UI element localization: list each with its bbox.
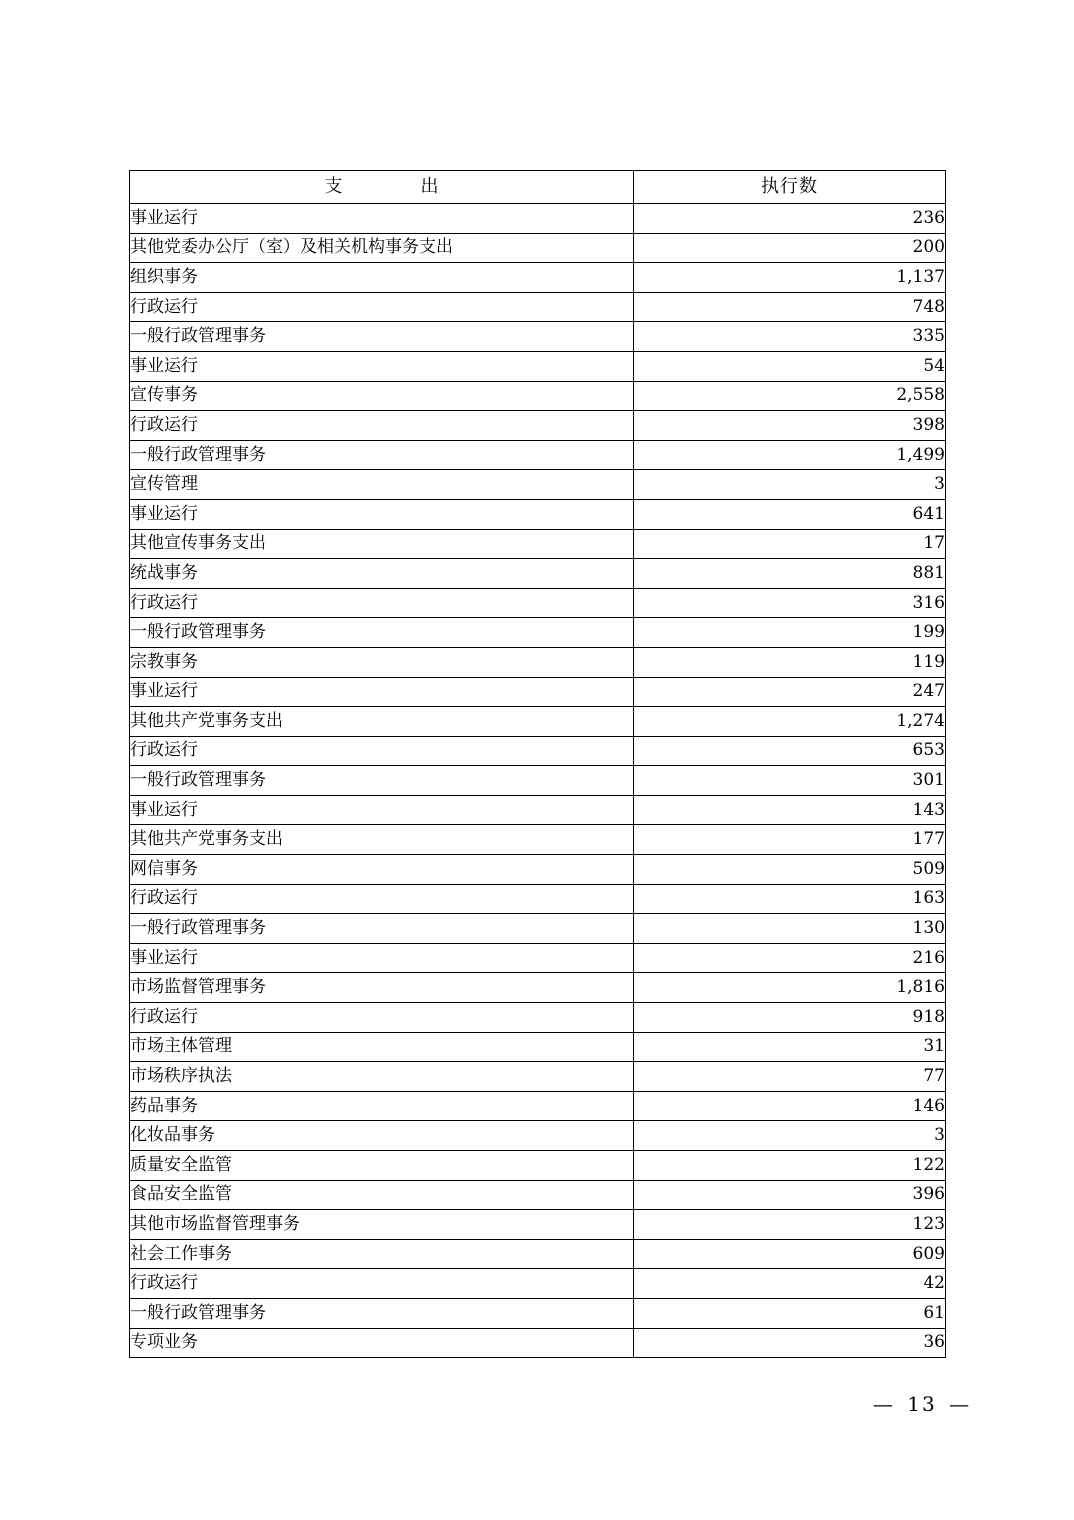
row-label: 事业运行 (130, 795, 634, 825)
row-value: 77 (634, 1062, 946, 1092)
row-value: 199 (634, 618, 946, 648)
row-value: 396 (634, 1180, 946, 1210)
row-label: 事业运行 (130, 499, 634, 529)
row-value: 3 (634, 470, 946, 500)
table-row (130, 1269, 946, 1299)
row-label: 一般行政管理事务 (130, 440, 634, 470)
footer-dash-right: — (949, 1392, 972, 1416)
row-label: 行政运行 (130, 411, 634, 441)
page-footer-inner (873, 1392, 971, 1416)
row-label: 组织事务 (130, 263, 634, 293)
row-label: 宣传事务 (130, 381, 634, 411)
row-label: 市场主体管理 (130, 1032, 634, 1062)
table-row (130, 884, 946, 914)
row-label: 宗教事务 (130, 647, 634, 677)
table-row (130, 1239, 946, 1269)
row-label: 一般行政管理事务 (130, 618, 634, 648)
row-label: 社会工作事务 (130, 1239, 634, 1269)
table-row (130, 499, 946, 529)
row-value: 31 (634, 1032, 946, 1062)
row-label: 行政运行 (130, 736, 634, 766)
table-row (130, 1003, 946, 1033)
row-label: 一般行政管理事务 (130, 1298, 634, 1328)
table-row (130, 1298, 946, 1328)
table-row (130, 943, 946, 973)
table-row (130, 1210, 946, 1240)
row-value: 653 (634, 736, 946, 766)
table-row (130, 1180, 946, 1210)
page-number: 13 (907, 1392, 937, 1416)
row-label: 统战事务 (130, 559, 634, 589)
row-label: 市场监督管理事务 (130, 973, 634, 1003)
row-label: 事业运行 (130, 351, 634, 381)
row-value: 918 (634, 1003, 946, 1033)
table-row (130, 618, 946, 648)
table-row (130, 707, 946, 737)
row-value: 42 (634, 1269, 946, 1299)
row-value: 200 (634, 233, 946, 263)
row-value: 143 (634, 795, 946, 825)
page-footer (0, 1392, 1074, 1416)
row-label: 其他党委办公厅（室）及相关机构事务支出 (130, 233, 634, 263)
row-label: 一般行政管理事务 (130, 914, 634, 944)
row-value: 1,137 (634, 263, 946, 293)
table-header (130, 171, 946, 204)
table-row (130, 1151, 946, 1181)
row-label: 行政运行 (130, 884, 634, 914)
row-label: 其他共产党事务支出 (130, 707, 634, 737)
table-header-row (130, 171, 946, 204)
table-row (130, 381, 946, 411)
row-label: 其他宣传事务支出 (130, 529, 634, 559)
row-label: 化妆品事务 (130, 1121, 634, 1151)
row-value: 1,499 (634, 440, 946, 470)
row-value: 748 (634, 292, 946, 322)
table-row (130, 795, 946, 825)
row-value: 641 (634, 499, 946, 529)
row-value: 247 (634, 677, 946, 707)
table-row (130, 1091, 946, 1121)
row-label: 事业运行 (130, 204, 634, 234)
table-row (130, 647, 946, 677)
table-row (130, 588, 946, 618)
row-value: 1,816 (634, 973, 946, 1003)
row-value: 61 (634, 1298, 946, 1328)
row-label: 其他共产党事务支出 (130, 825, 634, 855)
row-value: 335 (634, 322, 946, 352)
row-label: 市场秩序执法 (130, 1062, 634, 1092)
row-label: 事业运行 (130, 943, 634, 973)
row-value: 36 (634, 1328, 946, 1358)
row-value: 609 (634, 1239, 946, 1269)
footer-dash-left: — (872, 1392, 895, 1416)
row-value: 119 (634, 647, 946, 677)
row-label: 宣传管理 (130, 470, 634, 500)
row-label: 食品安全监管 (130, 1180, 634, 1210)
table-row (130, 263, 946, 293)
column-header-execution-amount: 执行数 (634, 171, 946, 204)
table-row (130, 973, 946, 1003)
row-label: 行政运行 (130, 292, 634, 322)
row-value: 1,274 (634, 707, 946, 737)
table-row (130, 1062, 946, 1092)
table-row (130, 529, 946, 559)
row-value: 146 (634, 1091, 946, 1121)
row-value: 2,558 (634, 381, 946, 411)
table-row (130, 470, 946, 500)
table-row (130, 559, 946, 589)
table-row (130, 1032, 946, 1062)
table-row (130, 351, 946, 381)
row-value: 3 (634, 1121, 946, 1151)
table-row (130, 233, 946, 263)
row-value: 509 (634, 855, 946, 885)
row-label: 专项业务 (130, 1328, 634, 1358)
row-value: 122 (634, 1151, 946, 1181)
row-value: 17 (634, 529, 946, 559)
row-value: 216 (634, 943, 946, 973)
budget-table-container (129, 170, 945, 1358)
row-value: 130 (634, 914, 946, 944)
row-value: 881 (634, 559, 946, 589)
table-body (130, 204, 946, 1358)
row-value: 236 (634, 204, 946, 234)
table-row (130, 736, 946, 766)
column-header-expenditure-label: 支 出 (324, 176, 453, 197)
row-value: 54 (634, 351, 946, 381)
row-value: 163 (634, 884, 946, 914)
table-row (130, 411, 946, 441)
table-row (130, 322, 946, 352)
expenditure-table (129, 170, 946, 1358)
table-row (130, 766, 946, 796)
row-label: 质量安全监管 (130, 1151, 634, 1181)
row-label: 行政运行 (130, 588, 634, 618)
row-value: 301 (634, 766, 946, 796)
table-row (130, 825, 946, 855)
row-value: 123 (634, 1210, 946, 1240)
row-value: 316 (634, 588, 946, 618)
row-label: 网信事务 (130, 855, 634, 885)
row-label: 行政运行 (130, 1269, 634, 1299)
row-label: 其他市场监督管理事务 (130, 1210, 634, 1240)
row-label: 事业运行 (130, 677, 634, 707)
table-row (130, 204, 946, 234)
column-header-expenditure (130, 171, 634, 204)
table-row (130, 914, 946, 944)
table-row (130, 677, 946, 707)
row-label: 行政运行 (130, 1003, 634, 1033)
table-row (130, 1328, 946, 1358)
row-value: 177 (634, 825, 946, 855)
row-label: 一般行政管理事务 (130, 322, 634, 352)
table-row (130, 440, 946, 470)
row-value: 398 (634, 411, 946, 441)
table-row (130, 1121, 946, 1151)
table-row (130, 292, 946, 322)
row-label: 药品事务 (130, 1091, 634, 1121)
row-label: 一般行政管理事务 (130, 766, 634, 796)
table-row (130, 855, 946, 885)
